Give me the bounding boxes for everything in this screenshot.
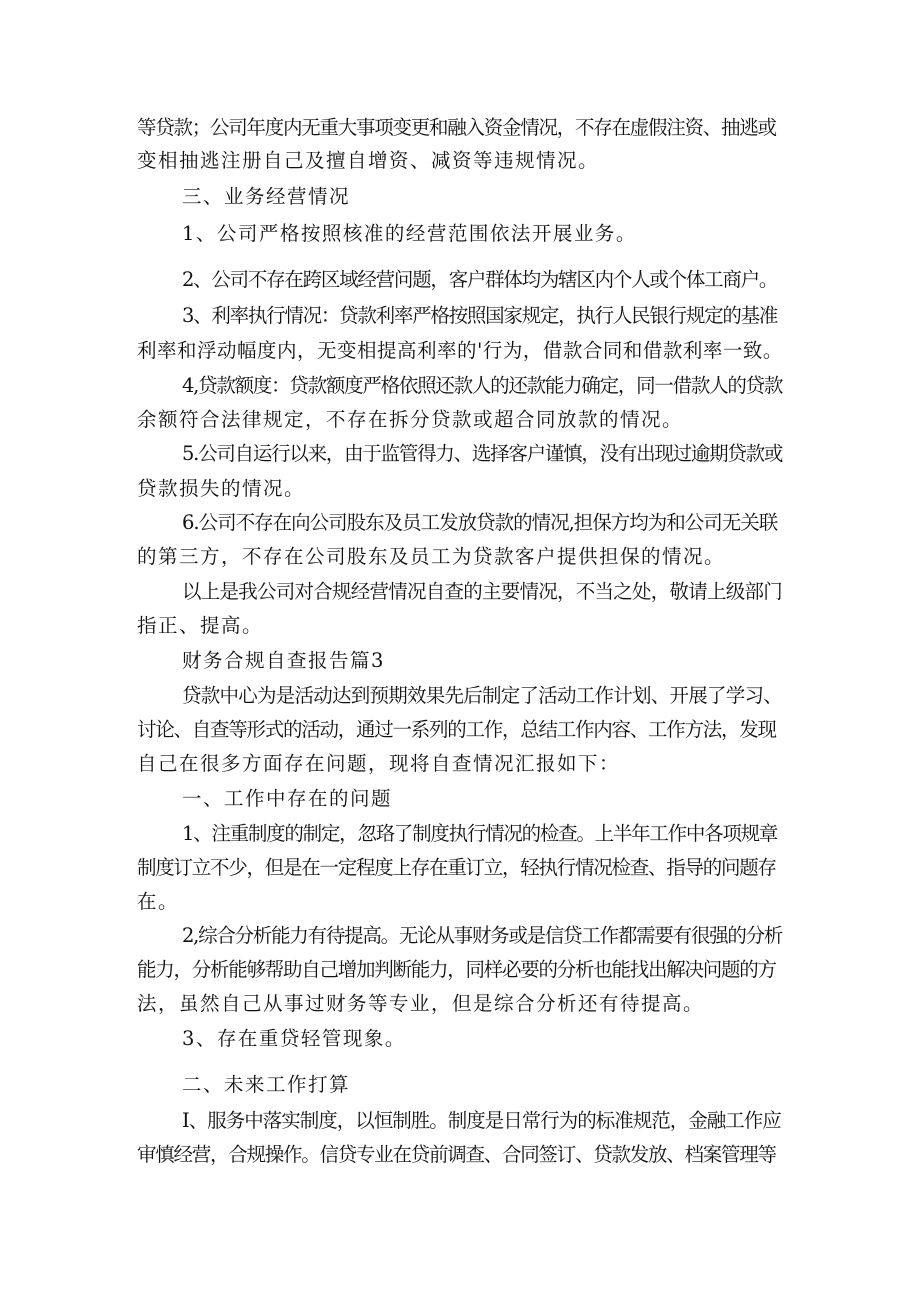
text-line: 6.公司不存在向公司股东及员工发放贷款的情况,担保方均为和公司无关联 (182, 511, 778, 534)
text-line: 3、存在重贷轻管现象。 (182, 1027, 406, 1050)
text-line: 制度订立不少，但是在一定程度上存在重订立，轻执行情况检查、指导的问题存 (137, 856, 776, 879)
text-line: 利率和浮动幅度内，无变相提高利率的'行为，借款合同和借款利率一致。 (137, 339, 783, 362)
text-line: 余额符合法律规定，不存在拆分贷款或超合同放款的情况。 (137, 408, 684, 431)
text-line: 法，虽然自己从事过财务等专业，但是综合分析还有待提高。 (137, 992, 705, 1015)
text-line: 能力，分析能够帮助自己增加判断能力，同样必要的分析也能找出解决问题的方 (137, 958, 776, 981)
section-heading: 三、业务经营情况 (182, 185, 351, 208)
text-line: 贷款损失的情况。 (137, 477, 306, 500)
text-line: 自己在很多方面存在问题，现将自查情况汇报如下： (137, 752, 621, 775)
text-line: 变相抽逃注册自己及擅自增资、减资等违规情况。 (137, 149, 600, 172)
section-heading: 二、未来工作打算 (182, 1073, 351, 1096)
text-line: 2、公司不存在跨区域经营问题，客户群体均为辖区内个人或个体工商户。 (182, 268, 778, 291)
text-line: 3、利率执行情况：贷款利率严格按照国家规定，执行人民银行规定的基准 (182, 304, 778, 327)
text-line: 2,综合分析能力有待提高。无论从事财务或是信贷工作都需要有很强的分析 (182, 924, 783, 947)
text-line: 的第三方，不存在公司股东及员工为贷款客户提供担保的情况。 (137, 545, 726, 568)
section-heading: 一、工作中存在的问题 (182, 787, 393, 810)
text-line: 1、注重制度的制定，忽珞了制度执行情况的检查。上半年工作中各项规章 (182, 822, 778, 845)
text-line: 讨论、自查等形式的活动，通过一系列的工作，总结工作内容、工作方法，发现 (137, 718, 776, 741)
text-line: 在。 (137, 890, 180, 913)
text-line: I、服务中落实制度，以恒制胜。制度是日常行为的标准规范，金融工作应 (182, 1109, 781, 1132)
text-line: 审慎经营，合规操作。信贷专业在贷前调查、合同签订、贷款发放、档案管理等 (137, 1143, 776, 1166)
section-title: 财务合规自查报告篇3 (182, 649, 385, 672)
text-line: 5.公司自运行以来，由于监管得力、选择客户谨慎，没有出现过逾期贷款或 (182, 442, 783, 465)
text-line: 等贷款；公司年度内无重大事项变更和融入资金情况，不存在虚假注资、抽逃或 (137, 116, 776, 139)
text-line: 贷款中心为是活动达到预期效果先后制定了活动工作计划、开展了学习、 (182, 684, 783, 707)
text-line: 指正、提高。 (137, 614, 264, 637)
text-line: 4,贷款额度：贷款额度严格依照还款人的还款能力确定，同一借款人的贷款 (182, 374, 783, 397)
text-line: 1、公司严格按照核准的经营范围依法开展业务。 (182, 222, 637, 245)
text-line: 以上是我公司对合规经营情况自查的主要情况，不当之处，敬请上级部门 (182, 580, 783, 603)
